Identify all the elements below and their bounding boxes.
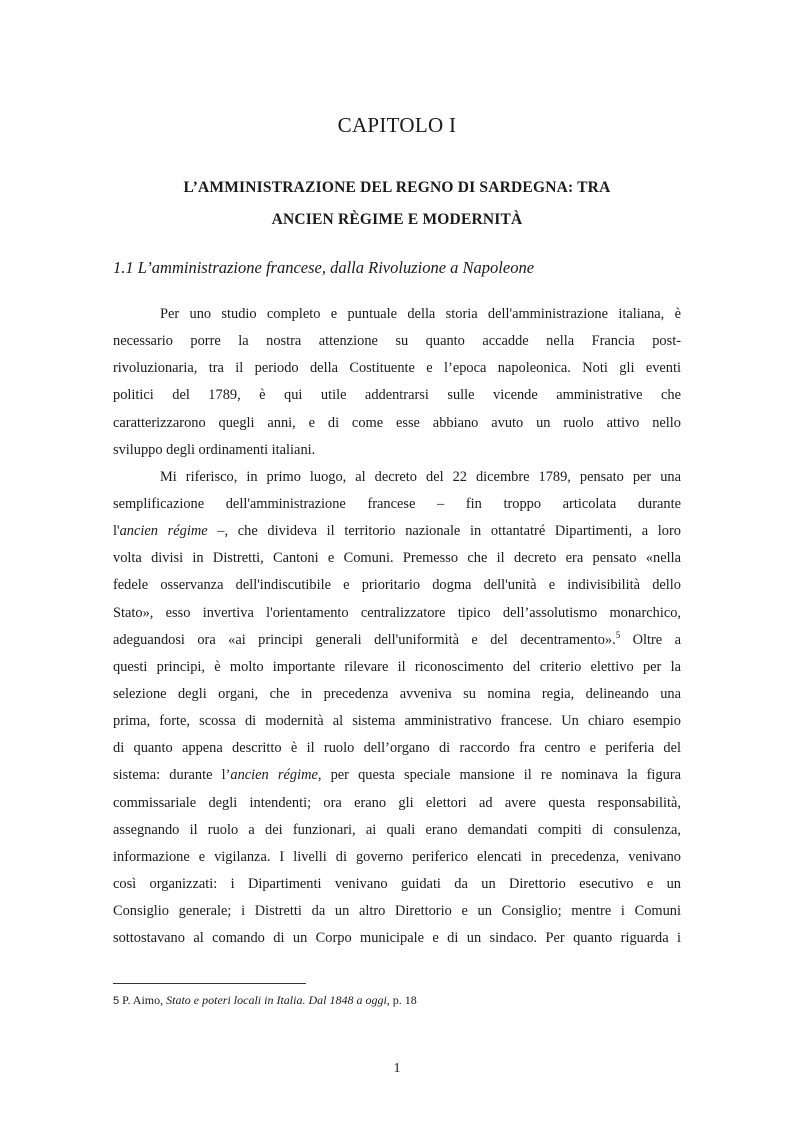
paragraph-line: assegnando il ruolo a dei funzionari, ai quali erano demandati compiti di consulenza,: [113, 821, 681, 838]
footnote-separator: [113, 983, 306, 984]
footnote-pages: , p. 18: [386, 993, 417, 1007]
page-number: 1: [393, 1061, 401, 1076]
paragraph-line: selezione degli organi, che in precedenza avveniva su nomina regia, delineando una: [113, 685, 681, 702]
paragraph-line: Per uno studio completo e puntuale della storia dell'amministrazione italiana, è: [160, 306, 681, 322]
paragraph-line: rivoluzionaria, tra il periodo della Costituente e l’epoca napoleonica. Noti gli eventi: [113, 360, 681, 377]
section-heading: 1.1 L’amministrazione francese, dalla Rivoluzione a Napoleone: [113, 258, 535, 277]
paragraph-line: semplificazione dell'amministrazione francese – fin troppo articolata durante: [113, 495, 681, 512]
paragraph-line: caratterizzarono quegli anni, e di come esse abbiano avuto un ruolo attivo nello: [113, 414, 681, 431]
paragraph-line: [113, 518, 681, 545]
paragraph-line: necessario porre la nostra attenzione su quanto accadde nella Francia post-: [113, 333, 681, 350]
chapter-subtitle: [0, 172, 794, 236]
text-run: Oltre a: [620, 631, 681, 648]
paragraph-line: così organizzati: i Dipartimenti venivano guidati da un Direttorio esecutivo e un: [113, 875, 681, 892]
text-run: l': [113, 523, 120, 540]
footnote-reference[interactable]: 5: [615, 629, 621, 640]
text-run: –, che divideva il territorio nazionale in ottantatré Dipartimenti, a loro: [207, 523, 681, 540]
paragraph-line: fedele osservanza dell'indiscutibile e prioritario dogma dell'unità e indivisibilità dello: [113, 577, 681, 594]
paragraph-line: Mi riferisco, in primo luogo, al decreto del 22 dicembre 1789, pensato per una: [160, 468, 681, 485]
chapter-title: CAPITOLO I: [337, 113, 457, 137]
footnote: [113, 993, 417, 1008]
paragraph-line: prima, forte, scossa di modernità al sistema amministrativo francese. Un chiaro esempio: [113, 713, 681, 730]
paragraph-line: [113, 762, 681, 789]
text-run: adeguandosi ora «ai principi generali dell'uniformità e del decentramento».: [113, 631, 616, 648]
paragraph-line: sviluppo degli ordinamenti italiani.: [113, 441, 316, 458]
emphasis-ancien-regime: ancien régime: [230, 767, 318, 784]
footnote-author: P. Aimo,: [122, 993, 167, 1007]
paragraph-line: Stato», esso invertiva l'orientamento centralizzatore tipico dell’assolutismo monarchico,: [113, 604, 681, 621]
paragraph-line: sottostavano al comando di un Corpo municipale e di un sindaco. Per quanto riguarda i: [113, 930, 681, 947]
paragraph-line: politici del 1789, è qui utile addentrarsi sulle vicende amministrative che: [113, 387, 681, 404]
text-run: sistema: durante l’: [113, 767, 231, 784]
footnote-number: 5: [113, 995, 120, 1007]
footnote-title: Stato e poteri locali in Italia. Dal 1848 a oggi: [166, 993, 387, 1007]
chapter-subtitle-line-2: ANCIEN RÈGIME E MODERNITÀ: [271, 211, 523, 228]
paragraph-line: questi principi, è molto importante rilevare il riconoscimento del criterio elettivo per la: [113, 658, 681, 675]
paragraph-line: Consiglio generale; i Distretti da un altro Direttorio e un Consiglio; mentre i Comuni: [113, 903, 681, 920]
emphasis-ancien-regime: ancien régime: [119, 523, 208, 540]
paragraph-line: di quanto appena descritto è il ruolo dell’organo di raccordo fra centro e periferia del: [113, 740, 681, 757]
paragraph-line: informazione e vigilanza. I livelli di governo periferico elencati in precedenza, venivano: [113, 848, 681, 865]
paragraph-line: volta divisi in Distretti, Cantoni e Comuni. Premesso che il decreto era pensato «nella: [113, 550, 681, 567]
text-run: , per questa speciale mansione il re nominava la figura: [317, 767, 682, 784]
paragraph-line: [113, 627, 681, 654]
chapter-subtitle-line-1: L’AMMINISTRAZIONE DEL REGNO DI SARDEGNA: TRA: [183, 179, 611, 196]
body-text: [113, 301, 681, 952]
paragraph-line: commissariale degli intendenti; ora erano gli elettori ad avere questa responsabilità,: [113, 794, 681, 811]
